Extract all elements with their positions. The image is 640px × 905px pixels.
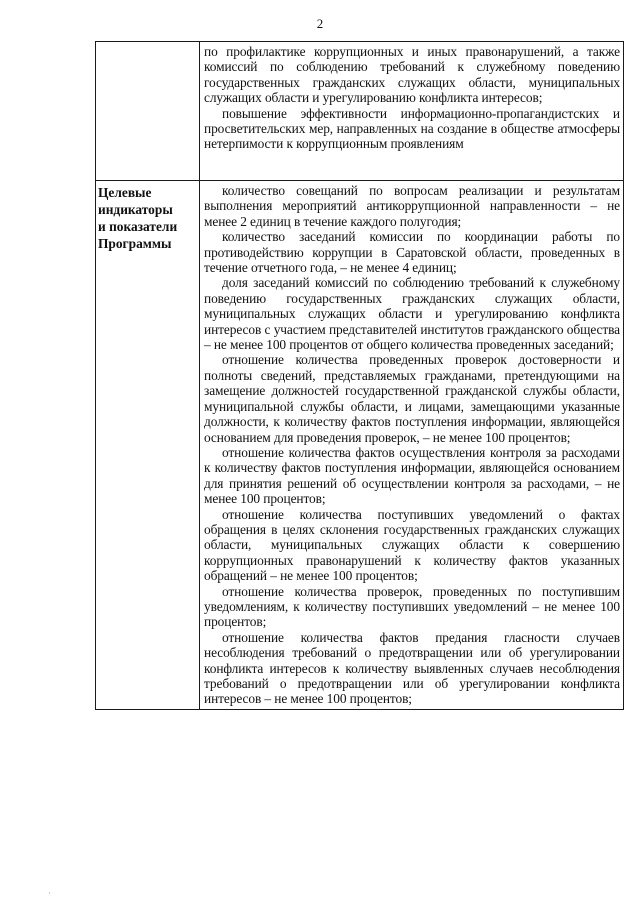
table-row [96,181,624,710]
paragraph: отношение количества поступивших уведомлений о фактах обращения в целях склонения государственных гражданских служащих области, муниципальных служащих области к совершению коррупционных правонарушений к количеству фактов указанных обращений – не менее 100 процентов; [204,506,620,584]
label-line: Программы [98,236,172,251]
row-label-indicators [96,181,200,710]
table-row [96,42,624,181]
paragraph: отношение количества проверок, проведенных по поступившим уведомлениям, к количеству поступивших уведомлений – не менее 100 процентов; [204,583,620,630]
label-line: индикаторы [98,202,173,217]
label-line: Целевые [98,185,152,200]
scan-mark: · [48,889,51,898]
paragraph: количество заседаний комиссии по координации работы по противодействию коррупции в Саратовской области, проведенных в течение отчетного года, – не менее 4 единиц; [204,229,620,276]
paragraph: отношение количества фактов предания гласности случаев несоблюдения требований о предотвращении или об урегулировании конфликта интересов к количеству выявленных случаев несоблюдения требований о предотвращении или об урегулировании конфликта интересов – не менее 100 процентов; [204,629,620,707]
paragraph: повышение эффективности информационно-пропагандистских и просветительских мер, направленных на создание в обществе атмосферы нетерпимости к коррупционным проявлениям [204,105,620,152]
row-label-empty [96,42,200,181]
program-passport-table [95,41,624,710]
paragraph: количество совещаний по вопросам реализации и результатам выполнения мероприятий антикоррупционной направленности – не менее 2 единиц в течение каждого полугодия; [204,183,620,229]
page-number: 2 [316,16,324,31]
row-content [200,181,624,710]
paragraph: отношение количества фактов осуществления контроля за расходами к количеству фактов поступления информации, являющейся основанием для принятия решений об осуществлении контроля за расходами, – не менее 100 процентов; [204,444,620,507]
label-line: и показатели [98,219,178,234]
paragraph: отношение количества проведенных проверок достоверности и полноты сведений, представляемых гражданами, претендующими на замещение должностей государственной гражданской службы области, муниципальной службы области, и лицами, замещающими указанные должности, к количеству фактов поступления информации, являющейся основанием для проведения проверок, – не менее 100 процентов; [204,352,620,445]
paragraph: по профилактике коррупционных и иных правонарушений, а также комиссий по соблюдению требований к служебному поведению государственных гражданских служащих области, муниципальных служащих области и урегулированию конфликта интересов; [204,44,620,106]
row-content [200,42,624,181]
paragraph: доля заседаний комиссий по соблюдению требований к служебному поведению государственных гражданских служащих области, муниципальных служащих области и урегулированию конфликта интересов с участием представителей институтов гражданского общества – не менее 100 процентов от общего количества проведенных заседаний; [204,275,620,353]
